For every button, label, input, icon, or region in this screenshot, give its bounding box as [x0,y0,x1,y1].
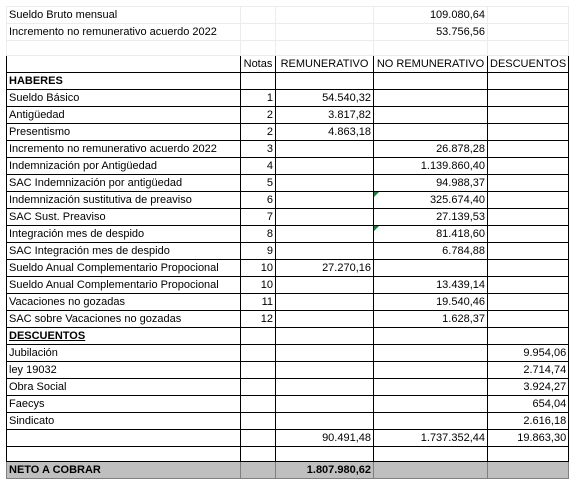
haberes-row [7,311,569,328]
descuento-cell [488,311,569,328]
concepto-cell: Sueldo Básico [7,90,241,107]
nota-cell: 11 [241,294,276,311]
spacer-row [7,41,569,56]
concepto-cell: Incremento no remunerativo acuerdo 2022 [7,141,241,158]
neto-value: 1.807.980,62 [276,462,374,479]
no-remunerativo-cell: 27.139,53 [374,209,488,226]
concepto-cell: SAC Integración mes de despido [7,243,241,260]
concepto-cell: Vacaciones no gozadas [7,294,241,311]
concepto-cell: Faecys [7,396,241,413]
no-remunerativo-cell: 13.439,14 [374,277,488,294]
total-remunerativo: 90.491,48 [276,430,374,447]
descuento-cell: 3.924,27 [488,379,569,396]
no-remunerativo-cell: 6.784,88 [374,243,488,260]
descuento-cell: 2.714,74 [488,362,569,379]
concepto-cell: Obra Social [7,379,241,396]
no-remunerativo-cell: 26.878,28 [374,141,488,158]
descuento-cell [488,294,569,311]
descuento-cell: 654,04 [488,396,569,413]
no-remunerativo-cell: 325.674,40 [374,192,488,209]
nota-cell: 2 [241,124,276,141]
remunerativo-cell: 27.270,16 [276,260,374,277]
nota-cell: 4 [241,158,276,175]
remunerativo-cell: 3.817,82 [276,107,374,124]
totals-row [7,430,569,447]
nota-cell: 12 [241,311,276,328]
descuento-cell [488,175,569,192]
nota-cell: 10 [241,260,276,277]
descuentos-row [7,362,569,379]
total-descuentos: 19.863,30 [488,430,569,447]
concepto-cell: SAC Sust. Preaviso [7,209,241,226]
remunerativo-cell [276,141,374,158]
header-notas: Notas [241,56,276,73]
section-descuentos-title: DESCUENTOS [7,328,241,345]
no-remunerativo-cell: 81.418,60 [374,226,488,243]
concepto-cell: Presentismo [7,124,241,141]
header-remunerativo: REMUNERATIVO [276,56,374,73]
haberes-row [7,209,569,226]
summary-row-sueldo-bruto [7,7,569,24]
descuento-cell [488,277,569,294]
nota-cell: 7 [241,209,276,226]
no-remunerativo-cell [374,107,488,124]
descuento-cell [488,192,569,209]
no-remunerativo-cell: 1.139.860,40 [374,158,488,175]
sueldo-bruto-label: Sueldo Bruto mensual [7,7,241,24]
descuento-cell [488,141,569,158]
haberes-row [7,192,569,209]
haberes-row [7,260,569,277]
descuento-cell: 2.616,18 [488,413,569,430]
descuento-cell [488,243,569,260]
haberes-row [7,141,569,158]
concepto-cell: Antigüedad [7,107,241,124]
concepto-cell: ley 19032 [7,362,241,379]
concepto-cell: SAC Indemnización por antigüedad [7,175,241,192]
nota-cell: 5 [241,175,276,192]
header-row [7,56,569,73]
section-descuentos-row [7,328,569,345]
haberes-row [7,175,569,192]
concepto-cell: Sueldo Anual Complementario Propocional [7,277,241,294]
descuento-cell [488,90,569,107]
descuentos-row [7,396,569,413]
descuento-cell [488,158,569,175]
neto-row [7,462,569,479]
descuento-cell [488,260,569,277]
incremento-value: 53.756,56 [374,24,488,41]
nota-cell: 6 [241,192,276,209]
concepto-cell: Jubilación [7,345,241,362]
nota-cell: 2 [241,107,276,124]
incremento-label: Incremento no remunerativo acuerdo 2022 [7,24,241,41]
nota-cell: 1 [241,90,276,107]
no-remunerativo-cell: 1.628,37 [374,311,488,328]
spacer-row [7,447,569,462]
nota-cell: 9 [241,243,276,260]
haberes-row [7,294,569,311]
error-indicator-icon [374,192,379,197]
remunerativo-cell [276,192,374,209]
concepto-cell: SAC sobre Vacaciones no gozadas [7,311,241,328]
summary-row-incremento [7,24,569,41]
haberes-row [7,90,569,107]
header-no-remunerativo: NO REMUNERATIVO [374,56,488,73]
haberes-row [7,158,569,175]
descuento-cell: 9.954,06 [488,345,569,362]
nota-cell: 3 [241,141,276,158]
total-no-remunerativo: 1.737.352,44 [374,430,488,447]
sueldo-bruto-value: 109.080,64 [374,7,488,24]
header-descuentos: DESCUENTOS [488,56,569,73]
remunerativo-cell [276,175,374,192]
no-remunerativo-cell [374,260,488,277]
descuento-cell [488,209,569,226]
haberes-row [7,277,569,294]
descuento-cell [488,226,569,243]
section-haberes-row [7,73,569,90]
haberes-row [7,243,569,260]
haberes-row [7,107,569,124]
descuentos-row [7,413,569,430]
concepto-cell: Indemnización por Antigüedad [7,158,241,175]
error-indicator-icon [374,226,379,231]
no-remunerativo-cell: 19.540,46 [374,294,488,311]
remunerativo-cell [276,226,374,243]
remunerativo-cell [276,243,374,260]
concepto-cell: Sueldo Anual Complementario Propocional [7,260,241,277]
remunerativo-cell [276,294,374,311]
no-remunerativo-cell [374,90,488,107]
neto-label: NETO A COBRAR [7,462,241,479]
descuentos-row [7,379,569,396]
concepto-cell: Sindicato [7,413,241,430]
remunerativo-cell [276,209,374,226]
haberes-row [7,124,569,141]
concepto-cell: Indemnización sustitutiva de preaviso [7,192,241,209]
remunerativo-cell [276,158,374,175]
remunerativo-cell: 54.540,32 [276,90,374,107]
no-remunerativo-cell: 94.988,37 [374,175,488,192]
remunerativo-cell: 4.863,18 [276,124,374,141]
no-remunerativo-cell [374,124,488,141]
haberes-row [7,226,569,243]
descuento-cell [488,107,569,124]
nota-cell: 8 [241,226,276,243]
concepto-cell: Integración mes de despido [7,226,241,243]
remunerativo-cell [276,311,374,328]
descuentos-row [7,345,569,362]
nota-cell: 10 [241,277,276,294]
liquidacion-table [6,6,569,479]
descuento-cell [488,124,569,141]
remunerativo-cell [276,277,374,294]
section-haberes-title: HABERES [7,73,241,90]
